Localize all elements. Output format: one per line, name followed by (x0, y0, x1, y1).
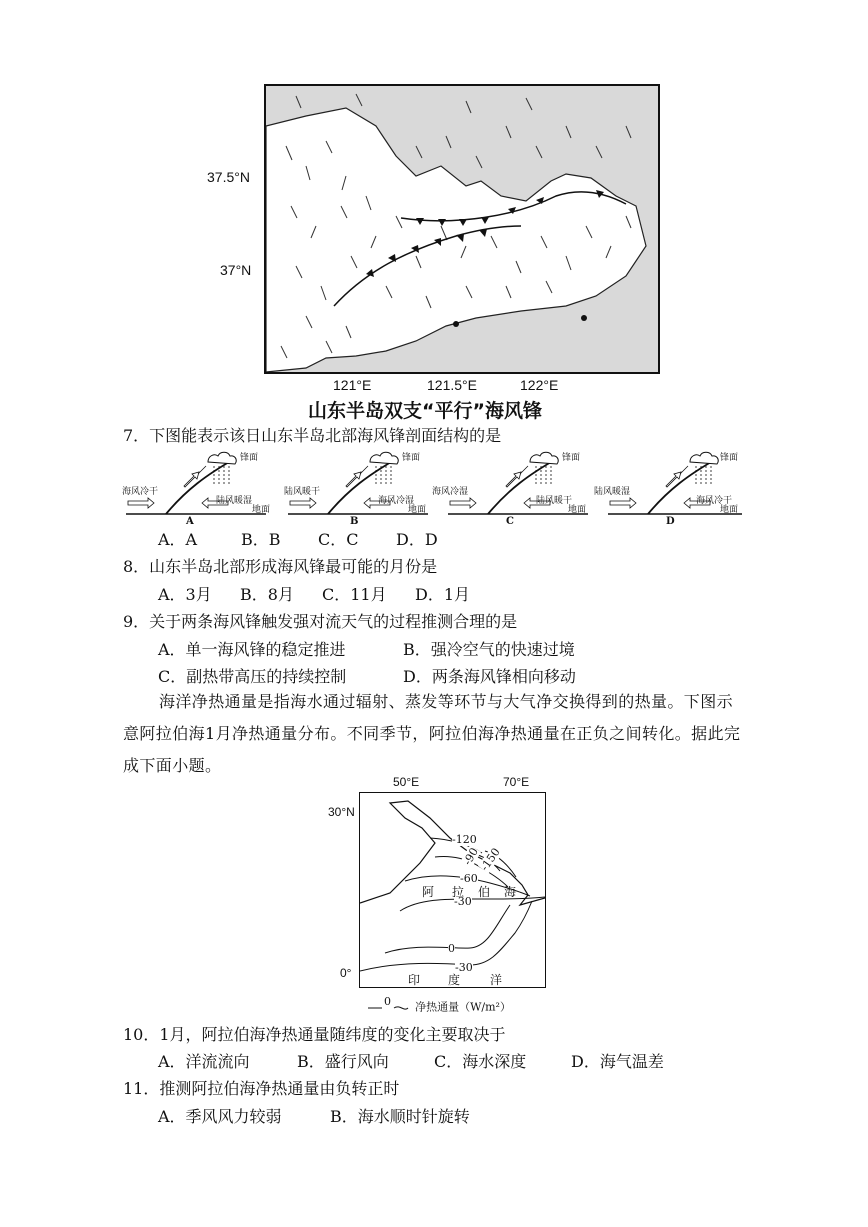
q7-a-front: 锋面 (240, 453, 259, 463)
q7-b-front: 锋面 (402, 453, 421, 463)
q8-option-b[interactable]: B．8月 (240, 585, 294, 604)
q9-option-a[interactable]: A．单一海风锋的稳定推进 (158, 640, 346, 659)
map2-lat-30n: 30°N (328, 805, 355, 819)
contour-label-minus30-north: -30 (454, 895, 472, 908)
q9-option-b[interactable]: B．强冷空气的快速过境 (403, 640, 575, 659)
q7-diagrams (122, 446, 742, 528)
q11-stem: 11．推测阿拉伯海净热通量由负转正时 (123, 1079, 400, 1098)
q7-c-ground: 地面 (408, 505, 427, 515)
q10-stem: 10．1月，阿拉伯海净热通量随纬度的变化主要取决于 (123, 1025, 506, 1044)
sea-name-char-3: 伯 (478, 885, 491, 899)
q7-option-c[interactable]: C．C (318, 530, 359, 549)
contour-label-minus120: -120 (452, 833, 477, 846)
q10-option-c[interactable]: C．海水深度 (434, 1052, 527, 1071)
ocean-name-char-1: 印 (408, 973, 421, 987)
lon-label-121: 121°E (333, 377, 372, 393)
q7-d-left: 陆风暖湿 (594, 487, 631, 497)
sea-name-char-1: 阿 (422, 885, 435, 899)
q7-option-b[interactable]: B．B (241, 530, 281, 549)
arabian-sea-intro: 海洋净热通量是指海水通过辐射、蒸发等环节与大气净交换得到的热量。下图示意阿拉伯海1月净热通量分布。不同季节，阿拉伯海净热通量在正负之间转化。据此完成下面小题。 (123, 692, 741, 775)
q7-b-right: 海风冷湿 (378, 496, 415, 506)
q11-option-b[interactable]: B．海水顺时针旋转 (330, 1107, 470, 1126)
q9-stem: 9．关于两条海风锋触发强对流天气的过程推测合理的是 (123, 612, 518, 631)
q7-c-letter: C (506, 516, 514, 527)
q9-option-d[interactable]: D．两条海风锋相向移动 (403, 667, 576, 686)
sea-name-char-4: 海 (504, 885, 517, 899)
q7-stem: 7．下图能表示该日山东半岛北部海风锋剖面结构的是 (123, 426, 502, 445)
ocean-name-char-2: 度 (448, 973, 461, 987)
q8-option-d[interactable]: D．1月 (415, 585, 471, 604)
q8-option-a[interactable]: A．3月 (158, 585, 212, 604)
seabreeze-front-map-graphic (266, 86, 658, 372)
peninsula-land (266, 108, 646, 372)
q10-option-a[interactable]: A．洋流流向 (158, 1052, 250, 1071)
sea-name-char-2: 拉 (452, 885, 465, 899)
lon-label-122: 122°E (520, 377, 559, 393)
legend-text: 净热通量（W/m²） (415, 1000, 511, 1014)
q7-d-right: 海风冷干 (696, 496, 733, 506)
q7-d-letter: D (666, 516, 675, 527)
contour-label-minus60: -60 (460, 872, 478, 885)
q8-stem: 8．山东半岛北部形成海风锋最可能的月份是 (123, 557, 438, 576)
q7-option-a[interactable]: A．A (158, 530, 198, 549)
map2-lon-70e: 70°E (503, 775, 530, 789)
q7-d-front: 锋面 (720, 453, 739, 463)
map2-legend (366, 996, 511, 1012)
q7-c-front: 锋面 (562, 453, 581, 463)
ocean-name-char-3: 洋 (490, 973, 503, 987)
lat-label-37: 37°N (220, 262, 252, 278)
q7-d-ground: 地面 (720, 505, 739, 515)
q7-a-right: 陆风暖湿 (216, 496, 253, 506)
net-heat-flux-map (359, 792, 546, 988)
seabreeze-front-map (264, 84, 660, 374)
contour-label-minus30-south: -30 (455, 961, 473, 974)
lon-label-121-5: 121.5°E (427, 377, 477, 393)
q11-option-a[interactable]: A．季风风力较弱 (158, 1107, 282, 1126)
q10-option-d[interactable]: D．海气温差 (571, 1052, 664, 1071)
q10-option-b[interactable]: B．盛行风向 (297, 1052, 389, 1071)
q9-option-c[interactable]: C．副热带高压的持续控制 (158, 667, 347, 686)
lat-label-37-5: 37.5°N (207, 169, 250, 185)
q7-a-letter: A (186, 516, 194, 527)
map2-lon-50e: 50°E (393, 775, 420, 789)
contour-label-0: 0 (448, 942, 455, 955)
contour-label-minus90: -90 (460, 845, 481, 868)
legend-sample-value: 0 (384, 995, 391, 1008)
contour-label-minus150: -150 (477, 845, 503, 874)
q7-d-ground-mid: 地面 (568, 505, 587, 515)
q7-c-left: 海风冷湿 (432, 487, 469, 497)
q7-b-left: 陆风暖干 (284, 487, 321, 497)
q7-b-letter: B (350, 516, 359, 527)
q7-b-ground: 地面 (252, 505, 271, 515)
q8-option-c[interactable]: C．11月 (322, 585, 387, 604)
q7-c-right: 陆风暖干 (536, 496, 573, 506)
q7-a-left: 海风冷干 (122, 487, 159, 497)
q7-option-d[interactable]: D．D (396, 530, 438, 549)
map2-lat-0: 0° (340, 966, 352, 980)
map1-caption: 山东半岛双支“平行”海风锋 (308, 400, 542, 422)
